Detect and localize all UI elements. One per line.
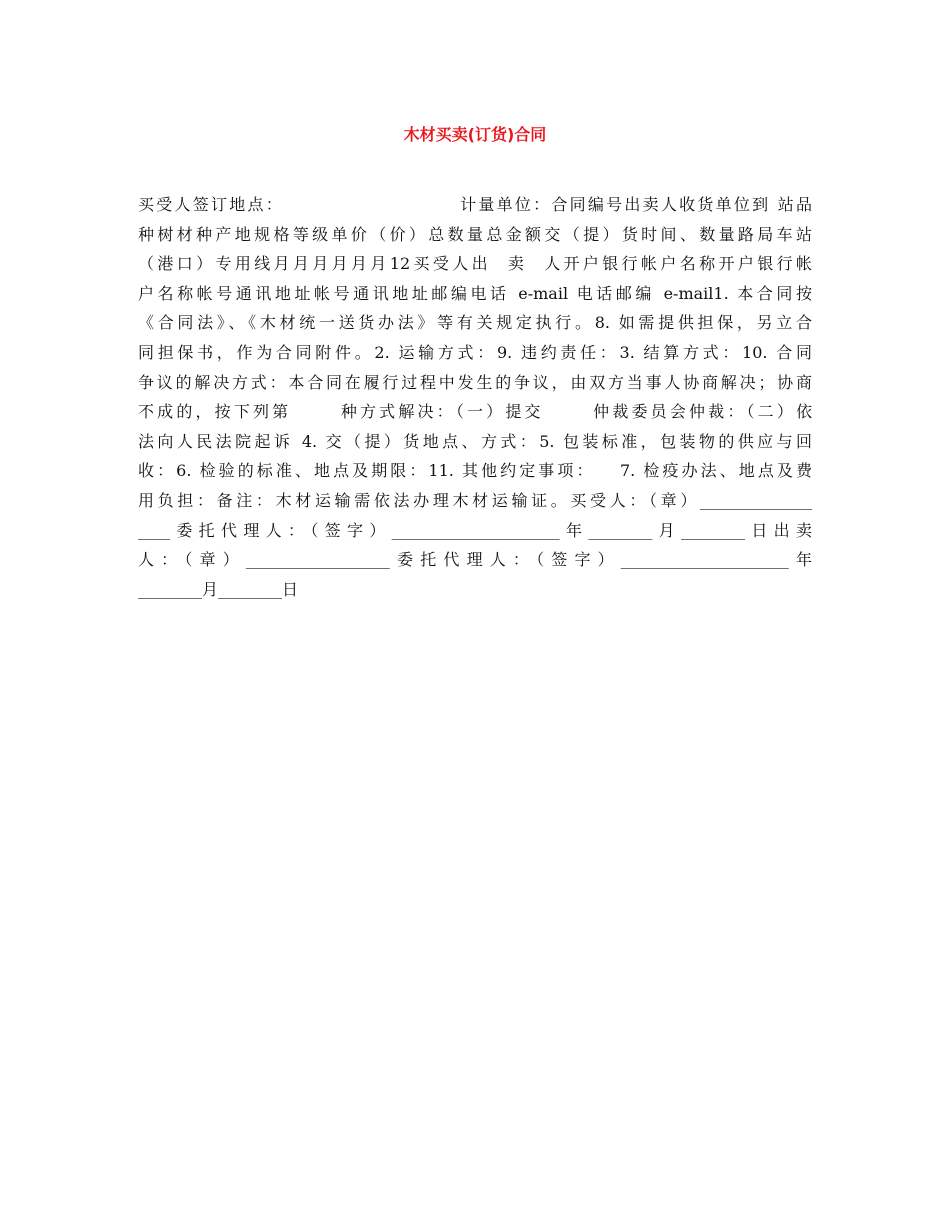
contract-body [138, 190, 812, 604]
contract-line: （港口）专用线月月月月月月12买受人出 卖 人开户银行帐户名称开户银行帐 [138, 254, 812, 274]
contract-line: 收：6. 检验的标准、地点及期限：11. 其他约定事项： 7. 检疫办法、地点及费 [138, 461, 812, 481]
contract-line: ________月________日 [138, 579, 299, 599]
contract-line: 用负担：备注：木材运输需依法办理木材运输证。买受人：（章）______________ [138, 490, 812, 510]
contract-line: 法向人民法院起诉 4. 交（提）货地点、方式：5. 包装标准，包装物的供应与回 [138, 431, 812, 451]
document-title: 木材买卖(订货)合同 [403, 125, 547, 144]
contract-line: 不成的，按下列第 种方式解决：（一）提交 仲裁委员会仲裁：（二）依 [138, 402, 812, 422]
contract-line: 《合同法》、《木材统一送货办法》等有关规定执行。8. 如需提供担保，另立合 [138, 313, 812, 333]
contract-line: 买受人签订地点： 计量单位：合同编号出卖人收货单位到 站品 [138, 195, 812, 214]
contract-line: ____委托代理人：（签字）_____________________年________月________日出卖 [138, 520, 812, 540]
contract-line: 户名称帐号通讯地址帐号通讯地址邮编电话 e-mail 电话邮编 e-mail1. 本合同按 [138, 283, 812, 303]
contract-line: 种树材种产地规格等级单价（价）总数量总金额交（提）货时间、数量路局车站 [138, 224, 812, 244]
contract-line: 争议的解决方式：本合同在履行过程中发生的争议，由双方当事人协商解决；协商 [138, 372, 812, 392]
contract-line: 人：（章）__________________委托代理人：（签字）_____________________年 [138, 550, 812, 570]
contract-line: 同担保书，作为合同附件。2. 运输方式：9. 违约责任：3. 结算方式：10. 合同 [138, 342, 812, 362]
